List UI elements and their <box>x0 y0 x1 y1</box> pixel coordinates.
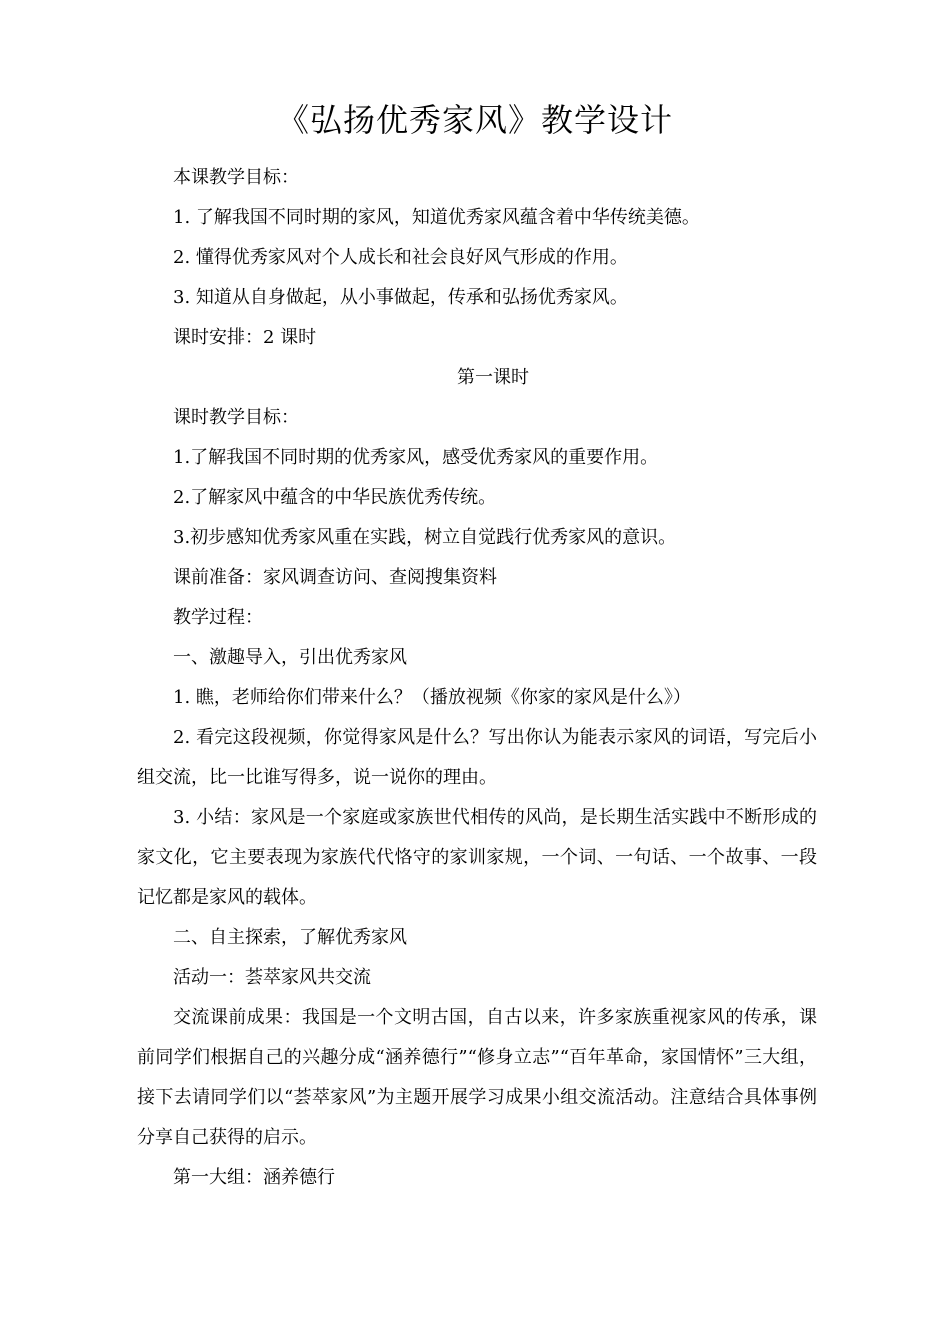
goals-heading: 本课教学目标： <box>173 167 299 188</box>
exchange-paragraph: 交流课前成果：我国是一个文明古国，自古以来，许多家族重视家风的传承，课前同学们根据自己的兴趣分成“涵养德行”“修身立志”“百年革命，家国情怀”三大组，接下去请同学们以“荟萃家风”为主题开展学习成果小组交流活动。注意结合具体事例分享自己获得的启示。 <box>137 1007 817 1148</box>
process-heading: 教学过程： <box>173 607 263 628</box>
section-two-heading: 二、自主探索，了解优秀家风 <box>173 927 407 948</box>
lesson-goals-heading: 课时教学目标： <box>173 407 299 428</box>
schedule-line: 课时安排：2 课时 <box>173 327 317 348</box>
goal-item-1: 1. 了解我国不同时期的家风，知道优秀家风蕴含着中华传统美德。 <box>173 207 700 228</box>
group-one-heading: 第一大组：涵养德行 <box>173 1167 335 1188</box>
lesson-goal-item-3: 3.初步感知优秀家风重在实践，树立自觉践行优秀家风的意识。 <box>173 527 677 548</box>
activity-one-heading: 活动一：荟萃家风共交流 <box>173 967 371 988</box>
section-one-summary: 3. 小结：家风是一个家庭或家族世代相传的风尚，是长期生活实践中不断形成的家文化，它主要表现为家族代代恪守的家训家规，一个词、一句话、一个故事、一段记忆都是家风的载体。 <box>137 807 817 908</box>
lesson-goal-item-1: 1.了解我国不同时期的优秀家风，感受优秀家风的重要作用。 <box>173 447 659 468</box>
preparation-line: 课前准备：家风调查访问、查阅搜集资料 <box>173 567 497 588</box>
goal-item-3: 3. 知道从自身做起，从小事做起，传承和弘扬优秀家风。 <box>173 287 628 308</box>
section-one-heading: 一、激趣导入，引出优秀家风 <box>173 647 407 668</box>
lesson-goal-item-2: 2.了解家风中蕴含的中华民族优秀传统。 <box>173 487 497 508</box>
goal-item-2: 2. 懂得优秀家风对个人成长和社会良好风气形成的作用。 <box>173 247 628 268</box>
document-title: 《弘扬优秀家风》教学设计 <box>276 101 673 139</box>
section-one-step-1: 1. 瞧，老师给你们带来什么？（播放视频《你家的家风是什么》） <box>173 687 691 708</box>
lesson-heading: 第一课时 <box>457 367 529 388</box>
section-one-step-2: 2. 看完这段视频，你觉得家风是什么？写出你认为能表示家风的词语，写完后小组交流，比一比谁写得多，说一说你的理由。 <box>137 727 817 788</box>
